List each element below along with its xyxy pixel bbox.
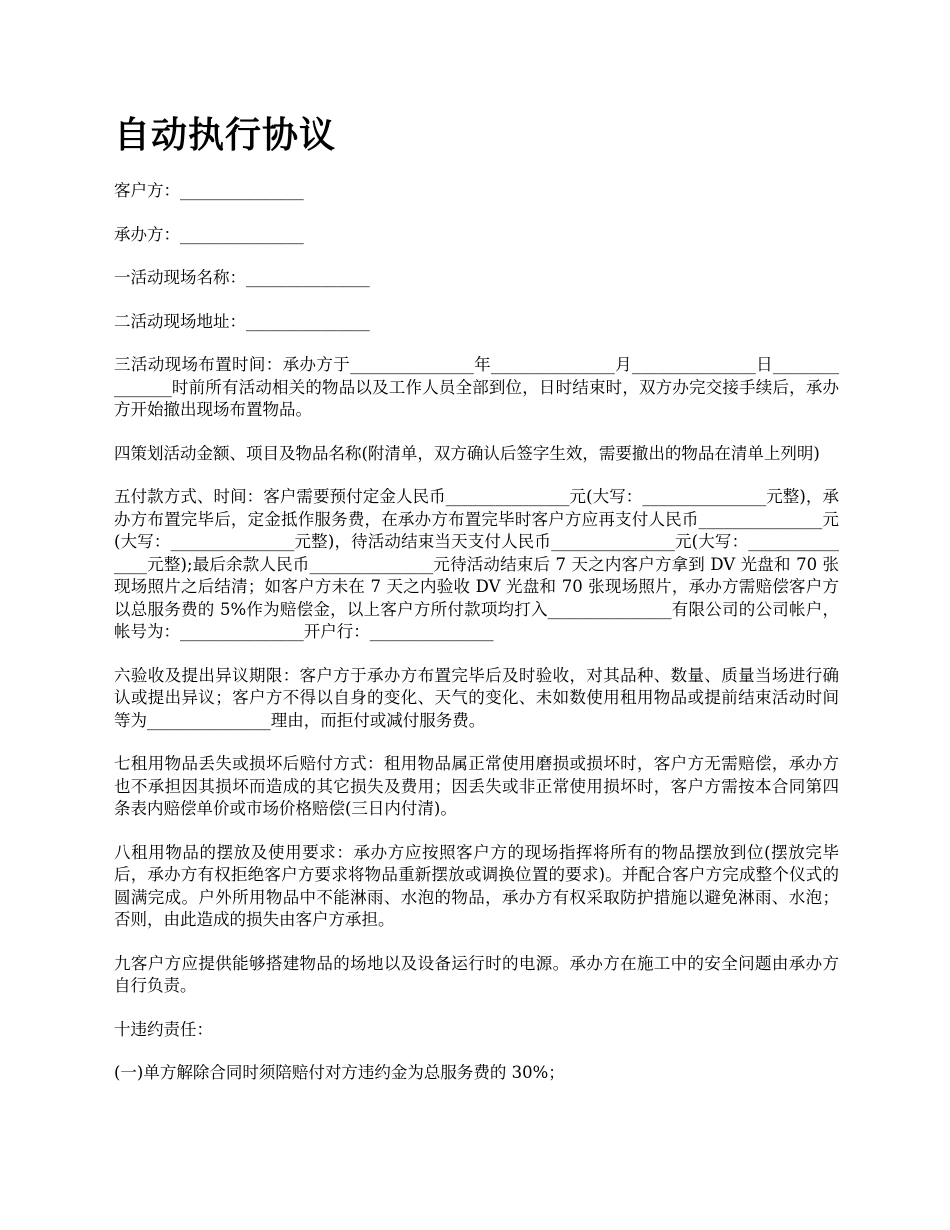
- clause-3-setup-time: 三活动现场布置时间：承办方于_______________年_______________月_______________日_______________时前所有活动相关的物品以及工作人员全部到位，日时结束时，双方办完交接手续后，承办方开始撤出现场布置物品。: [114, 355, 839, 419]
- clause-7-loss-damage: 七租用物品丢失或损坏后赔付方式：租用物品属正常使用磨损或损坏时，客户方无需赔偿，承办方也不承担因其损坏而造成的其它损失及费用；因丢失或非正常使用损坏时，客户方需按本合同第四条表内赔偿单价或市场价格赔偿(三日内付清)。: [114, 754, 839, 818]
- clause-8-placement: 八租用物品的摆放及使用要求：承办方应按照客户方的现场指挥将所有的物品摆放到位(摆放完毕后，承办方有权拒绝客户方要求将物品重新摆放或调换位置的要求)。并配合客户方完成整个仪式的圆满完成。户外所用物品中不能淋雨、水泡的物品，承办方有权采取防护措施以避免淋雨、水泡；否则，由此造成的损失由客户方承担。: [114, 842, 839, 929]
- document-page: [114, 112, 839, 1106]
- clause-10-item-1: (一)单方解除合同时须陪赔付对方违约金为总服务费的 30%；: [114, 1063, 565, 1082]
- client-party-line: 客户方：_______________: [114, 181, 304, 200]
- clause-2-venue-address: 二活动现场地址：_______________: [114, 311, 370, 331]
- document-title: 自动执行协议: [114, 115, 337, 156]
- clause-9-site-power: 九客户方应提供能够搭建物品的场地以及设备运行时的电源。承办方在施工中的安全问题由承办方自行负责。: [114, 953, 839, 995]
- contractor-party-line: 承办方：_______________: [114, 224, 304, 244]
- clause-4-amount-items: 四策划活动金额、项目及物品名称(附清单，双方确认后签字生效，需要撤出的物品在清单上列明): [114, 443, 820, 463]
- clause-6-acceptance: 六验收及提出异议期限：客户方于承办方布置完毕后及时验收，对其品种、数量、质量当场进行确认或提出异议；客户方不得以自身的变化、天气的变化、未如数使用租用物品或提前结束活动时间等为_______________理由，而拒付或减付服务费。: [114, 665, 839, 730]
- clause-10-heading: 十违约责任：: [114, 1019, 213, 1039]
- clause-5-payment: 五付款方式、时间：客户需要预付定金人民币_______________元(大写：_______________元整)，承办方布置完毕后，定金抵作服务费，在承办方布置完毕时客户方应再支付人民币_______________元(大写：_______________元整)，待活动结束当天支付人民币_______________元(大写：_______________元整);最后余款人民币_______________元待活动结束后 7 天之内客户方拿到 DV 光盘和 70 张现场照片之后结清；如客户方未在 7 天之内验收 DV 光盘和 70 张现场照片，承办方需赔偿客户方以总服务费的 5%作为赔偿金，以上客户方所付款项均打入_______________有限公司的公司帐户，帐号为：_______________开户行：_______________: [114, 487, 839, 641]
- clause-1-venue-name: 一活动现场名称：_______________: [114, 268, 370, 287]
